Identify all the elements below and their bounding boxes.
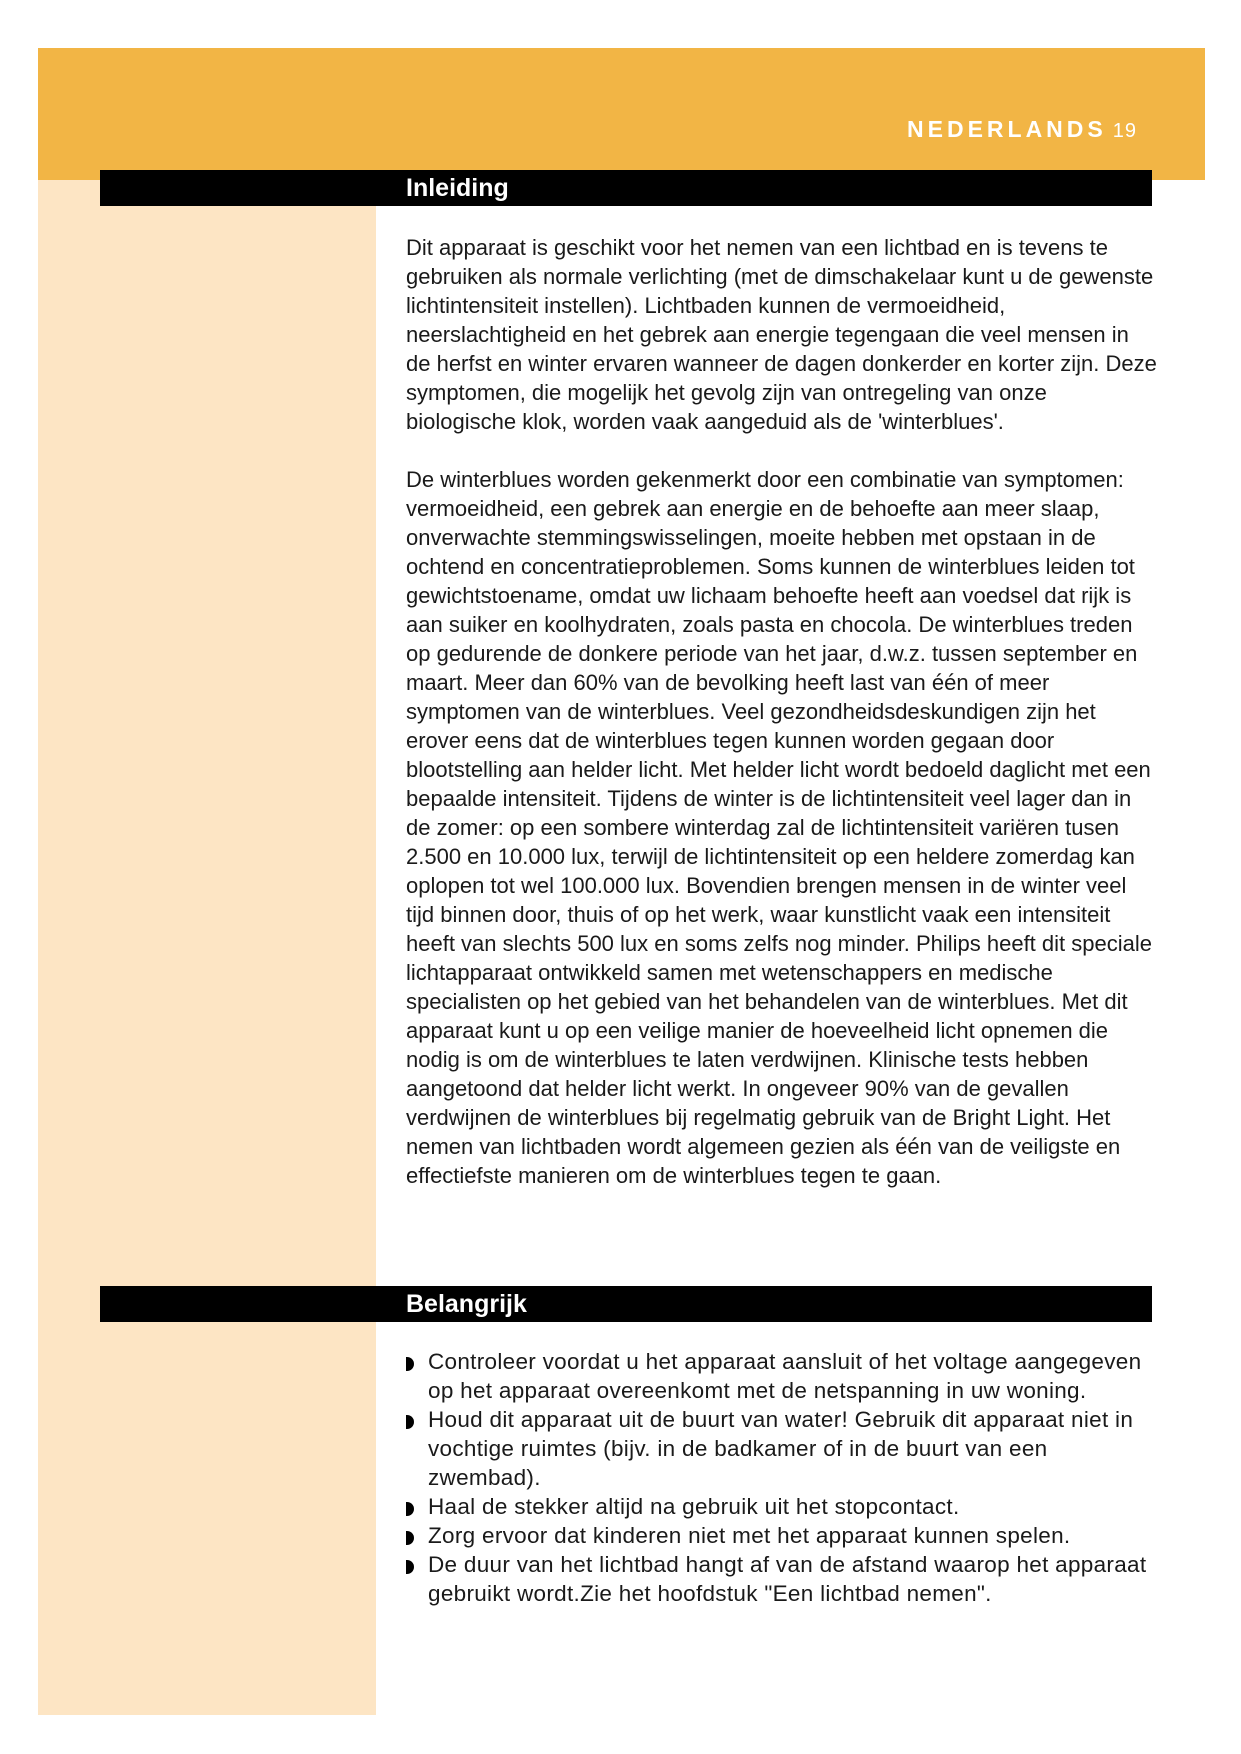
list-item [406, 1492, 1158, 1521]
language-name: NEDERLANDS [907, 116, 1107, 142]
section-title-inleiding: Inleiding [406, 174, 509, 202]
list-item-text: Haal de stekker altijd na gebruik uit het stopcontact. [428, 1494, 960, 1519]
bullet-icon [406, 1560, 414, 1574]
bullet-icon [406, 1357, 414, 1371]
section-header-inleiding [100, 170, 1152, 206]
bullet-icon [406, 1502, 414, 1516]
important-list [406, 1347, 1158, 1608]
list-item [406, 1550, 1158, 1608]
list-item-text: Zorg ervoor dat kinderen niet met het apparaat kunnen spelen. [428, 1523, 1071, 1548]
list-item-text: Houd dit apparaat uit de buurt van water! Gebruik dit apparaat niet in vochtige ruimtes (bijv. in de badkamer of in de buurt van een zwembad). [428, 1407, 1134, 1490]
intro-text [406, 233, 1158, 1190]
left-margin-panel [38, 180, 376, 1715]
list-item [406, 1521, 1158, 1550]
list-item [406, 1347, 1158, 1405]
intro-paragraph-1: Dit apparaat is geschikt voor het nemen van een lichtbad en is tevens te gebruiken als normale verlichting (met de dimschakelaar kunt u de gewenste lichtintensiteit instellen). Lichtbaden kunnen de vermoeidheid, neerslachtigheid en het gebrek aan energie tegengaan die veel mensen in de herfst en winter ervaren wanneer de dagen donkerder en korter zijn. Deze symptomen, die mogelijk het gevolg zijn van ontregeling van onze biologische klok, worden vaak aangeduid als de 'winterblues'. [406, 235, 1157, 434]
language-label [907, 116, 1137, 143]
list-item-text: Controleer voordat u het apparaat aansluit of het voltage aangegeven op het apparaat overeenkomt met de netspanning in uw woning. [428, 1349, 1142, 1403]
section-header-belangrijk [100, 1286, 1152, 1322]
header-band [38, 48, 1205, 180]
page-number: 19 [1112, 120, 1137, 142]
bullet-icon [406, 1531, 414, 1545]
section-title-belangrijk: Belangrijk [406, 1290, 527, 1318]
list-item-text: De duur van het lichtbad hangt af van de afstand waarop het apparaat gebruikt wordt.Zie het hoofdstuk "Een lichtbad nemen". [428, 1552, 1147, 1606]
intro-paragraph-2: De winterblues worden gekenmerkt door een combinatie van symptomen: vermoeidheid, een gebrek aan energie en de behoefte aan meer slaap, onverwachte stemmingswisselingen, moeite hebben met opstaan in de ochtend en concentratieproblemen. Soms kunnen de winterblues leiden tot gewichtstoename, omdat uw lichaam behoefte heeft aan voedsel dat rijk is aan suiker en koolhydraten, zoals pasta en chocola. De winterblues treden op gedurende de donkere periode van het jaar, d.w.z. tussen september en maart. Meer dan 60% van de bevolking heeft last van één of meer symptomen van de winterblues. Veel gezondheidsdeskundigen zijn het erover eens dat de winterblues tegen kunnen worden gegaan door blootstelling aan helder licht. Met helder licht wordt bedoeld daglicht met een bepaalde intensiteit. Tijdens de winter is de lichtintensiteit veel lager dan in de zomer: op een sombere winterdag zal de lichtintensiteit variëren tusen 2.500 en 10.000 lux, terwijl de lichtintensiteit op een heldere zomerdag kan oplopen tot wel 100.000 lux. Bovendien brengen mensen in de winter veel tijd binnen door, thuis of op het werk, waar kunstlicht vaak een intensiteit heeft van slechts 500 lux en soms zelfs nog minder. Philips heeft dit speciale lichtapparaat ontwikkeld samen met wetenschappers en medische specialisten op het gebied van het behandelen van de winterblues. Met dit apparaat kunt u op een veilige manier de hoeveelheid licht opnemen die nodig is om de winterblues te laten verdwijnen. Klinische tests hebben aangetoond dat helder licht werkt. In ongeveer 90% van de gevallen verdwijnen de winterblues bij regelmatig gebruik van de Bright Light. Het nemen van lichtbaden wordt algemeen gezien als één van de veiligste en effectiefste manieren om de winterblues tegen te gaan. [406, 467, 1152, 1188]
list-item [406, 1405, 1158, 1492]
bullet-icon [406, 1415, 414, 1429]
